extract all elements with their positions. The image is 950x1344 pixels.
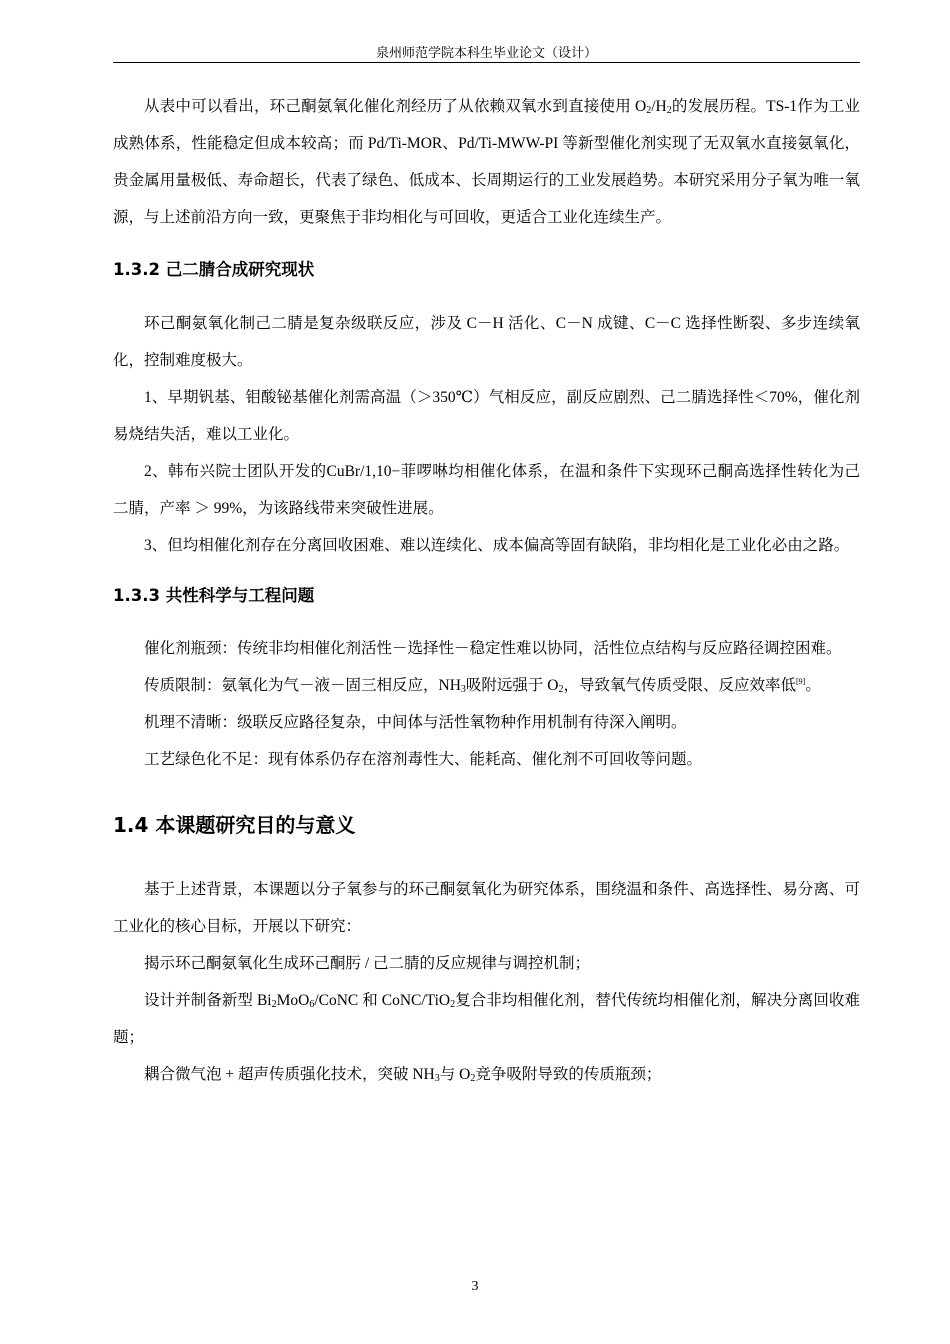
paragraph-13: 耦合微气泡 + 超声传质强化技术，突破 $NH_3$与 $O_2$竞争吸附导致的传质瓶颈； <box>144 1066 662 1084</box>
page-number: 3 <box>471 1279 479 1294</box>
paragraph-2: 环己酮氨氧化制己二腈是复杂级联反应，涉及 C－H 活化、C－N 成键、C－C 选择性断裂、多步连续氧化，控制难度极大。 <box>113 315 860 369</box>
paragraph-4: 2、韩布兴院士团队开发的CuBr/1,10−菲啰啉均相催化体系，在温和条件下实现环己酮高选择性转化为己二腈，产率 ＞ 99%，为该路线带来突破性进展。 <box>113 463 860 517</box>
paragraph-9: 工艺绿色化不足：现有体系仍存在溶剂毒性大、能耗高、催化剂不可回收等问题。 <box>144 751 703 768</box>
paragraph-8: 机理不清晰：级联反应路径复杂，中间体与活性氧物种作用机制有待深入阐明。 <box>144 714 687 731</box>
header-rule <box>113 62 860 63</box>
section-heading-1-3-3: 1.3.3 共性科学与工程问题 <box>113 586 315 605</box>
paragraph-5: 3、但均相催化剂存在分离回收困难、难以连续化、成本偏高等固有缺陷，非均相化是工业化必由之路。 <box>144 537 850 554</box>
main-content <box>113 88 860 1093</box>
paragraph-7: 传质限制：氨氧化为气－液－固三相反应，$NH_3$吸附远强于 $O_2$，导致氧气传质受限、反应效率低[9]。 <box>144 677 821 695</box>
page-header: 泉州师范学院本科生毕业论文（设计） <box>375 45 597 60</box>
paragraph-3: 1、早期钒基、钼酸铋基催化剂需高温（＞350℃）气相反应，副反应剧烈、己二腈选择性＜70%，催化剂易烧结失活，难以工业化。 <box>113 389 860 443</box>
section-heading-1-4: 1.4 本课题研究目的与意义 <box>113 813 356 837</box>
paragraph-12: 设计并制备新型 $Bi_2MoO_6$/CoNC 和 CoNC/TiO$_2$复合非均相催化剂，替代传统均相催化剂，解决分离回收难题； <box>113 992 860 1046</box>
paragraph-6: 催化剂瓶颈：传统非均相催化剂活性－选择性－稳定性难以协同，活性位点结构与反应路径调控困难。 <box>144 640 842 657</box>
paragraph-10: 基于上述背景，本课题以分子氧参与的环己酮氨氧化为研究体系，围绕温和条件、高选择性、易分离、可工业化的核心目标，开展以下研究： <box>113 881 860 935</box>
paragraph-11: 揭示环己酮氨氧化生成环己酮肟 / 己二腈的反应规律与调控机制； <box>144 955 591 972</box>
citation-ref: [9] <box>795 677 806 686</box>
section-heading-1-3-2: 1.3.2 己二腈合成研究现状 <box>113 260 315 279</box>
paragraph-1: 从表中可以看出，环己酮氨氧化催化剂经历了从依赖双氧水到直接使用 $O_2/H_2$的发展历程。TS-1作为工业成熟体系，性能稳定但成本较高；而 Pd/Ti-MOR、Pd/Ti-MWW-PI 等新型催化剂实现了无双氧水直接氨氧化，贵金属用量极低、寿命超长，代表了绿色、低成本、长周期运行的工业发展趋势。本研究采用分子氧为唯一氧源，与上述前沿方向一致，更聚焦于非均相化与可回收，更适合工业化连续生产。 <box>113 98 860 226</box>
